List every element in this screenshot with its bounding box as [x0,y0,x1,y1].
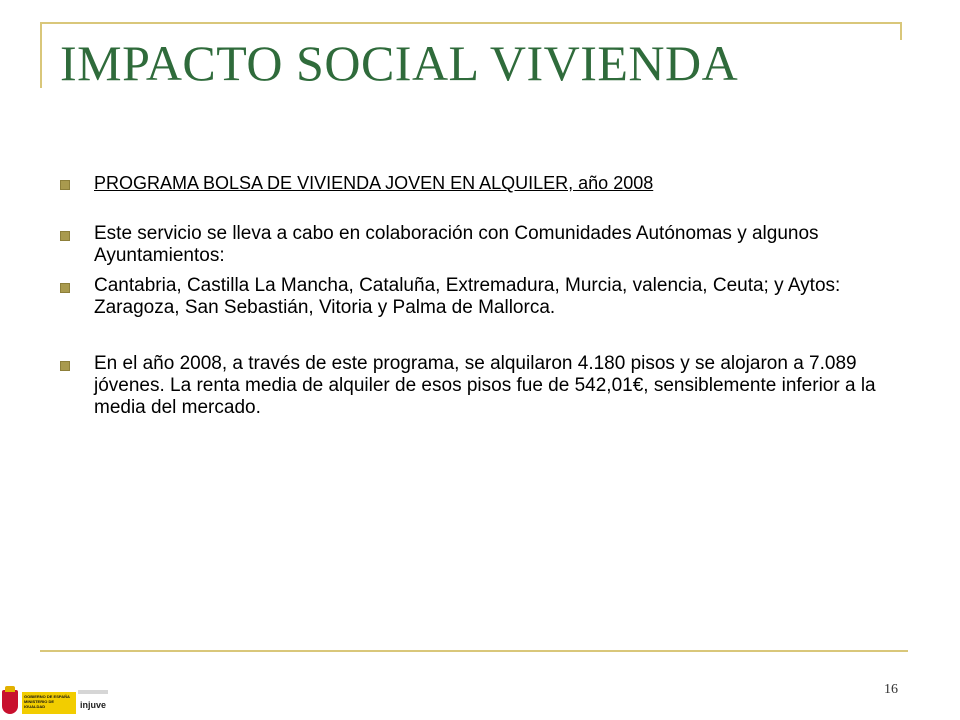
square-bullet-icon [60,361,70,371]
bullet-item-collaboration [60,223,910,267]
square-bullet-icon [60,180,70,190]
crown-icon [5,686,15,692]
bullet-text: En el año 2008, a través de este programa, se alquilaron 4.180 pisos y se alojaron a 7.089 jóvenes. La renta media de alquiler de esos pisos fue de 542,01€, sensiblemente inferior a la media del mercado. [94,353,876,418]
footer-logos [2,686,108,720]
page-number: 16 [884,682,898,697]
square-bullet-icon [60,231,70,241]
logo-gray-bar [78,690,108,694]
government-logo-text: GOBIERNO DE ESPAÑA MINISTERIO DE IGUALDAD [24,694,70,709]
bullet-text: PROGRAMA BOLSA DE VIVIENDA JOVEN EN ALQUILER, año 2008 [94,173,654,193]
bullet-item-results [60,353,910,419]
frame-left-line [40,22,42,88]
injuve-logo: injuve [80,700,107,710]
bullet-text: Este servicio se lleva a cabo en colaboración con Comunidades Autónomas y algunos Ayuntamientos: [94,223,819,266]
frame-right-line [900,22,902,40]
bullet-list [60,172,910,419]
coat-of-arms-icon [2,690,18,714]
bullet-item-program [60,172,910,195]
footer-line [40,650,908,652]
bullet-item-regions [60,275,910,319]
square-bullet-icon [60,283,70,293]
frame-top-line [40,22,902,24]
slide-title: IMPACTO SOCIAL VIVIENDA [60,35,739,91]
bullet-text: Cantabria, Castilla La Mancha, Cataluña, Extremadura, Murcia, valencia, Ceuta; y Aytos: Zaragoza, San Sebastián, Vitoria y Palma de Mallorca. [94,275,841,318]
